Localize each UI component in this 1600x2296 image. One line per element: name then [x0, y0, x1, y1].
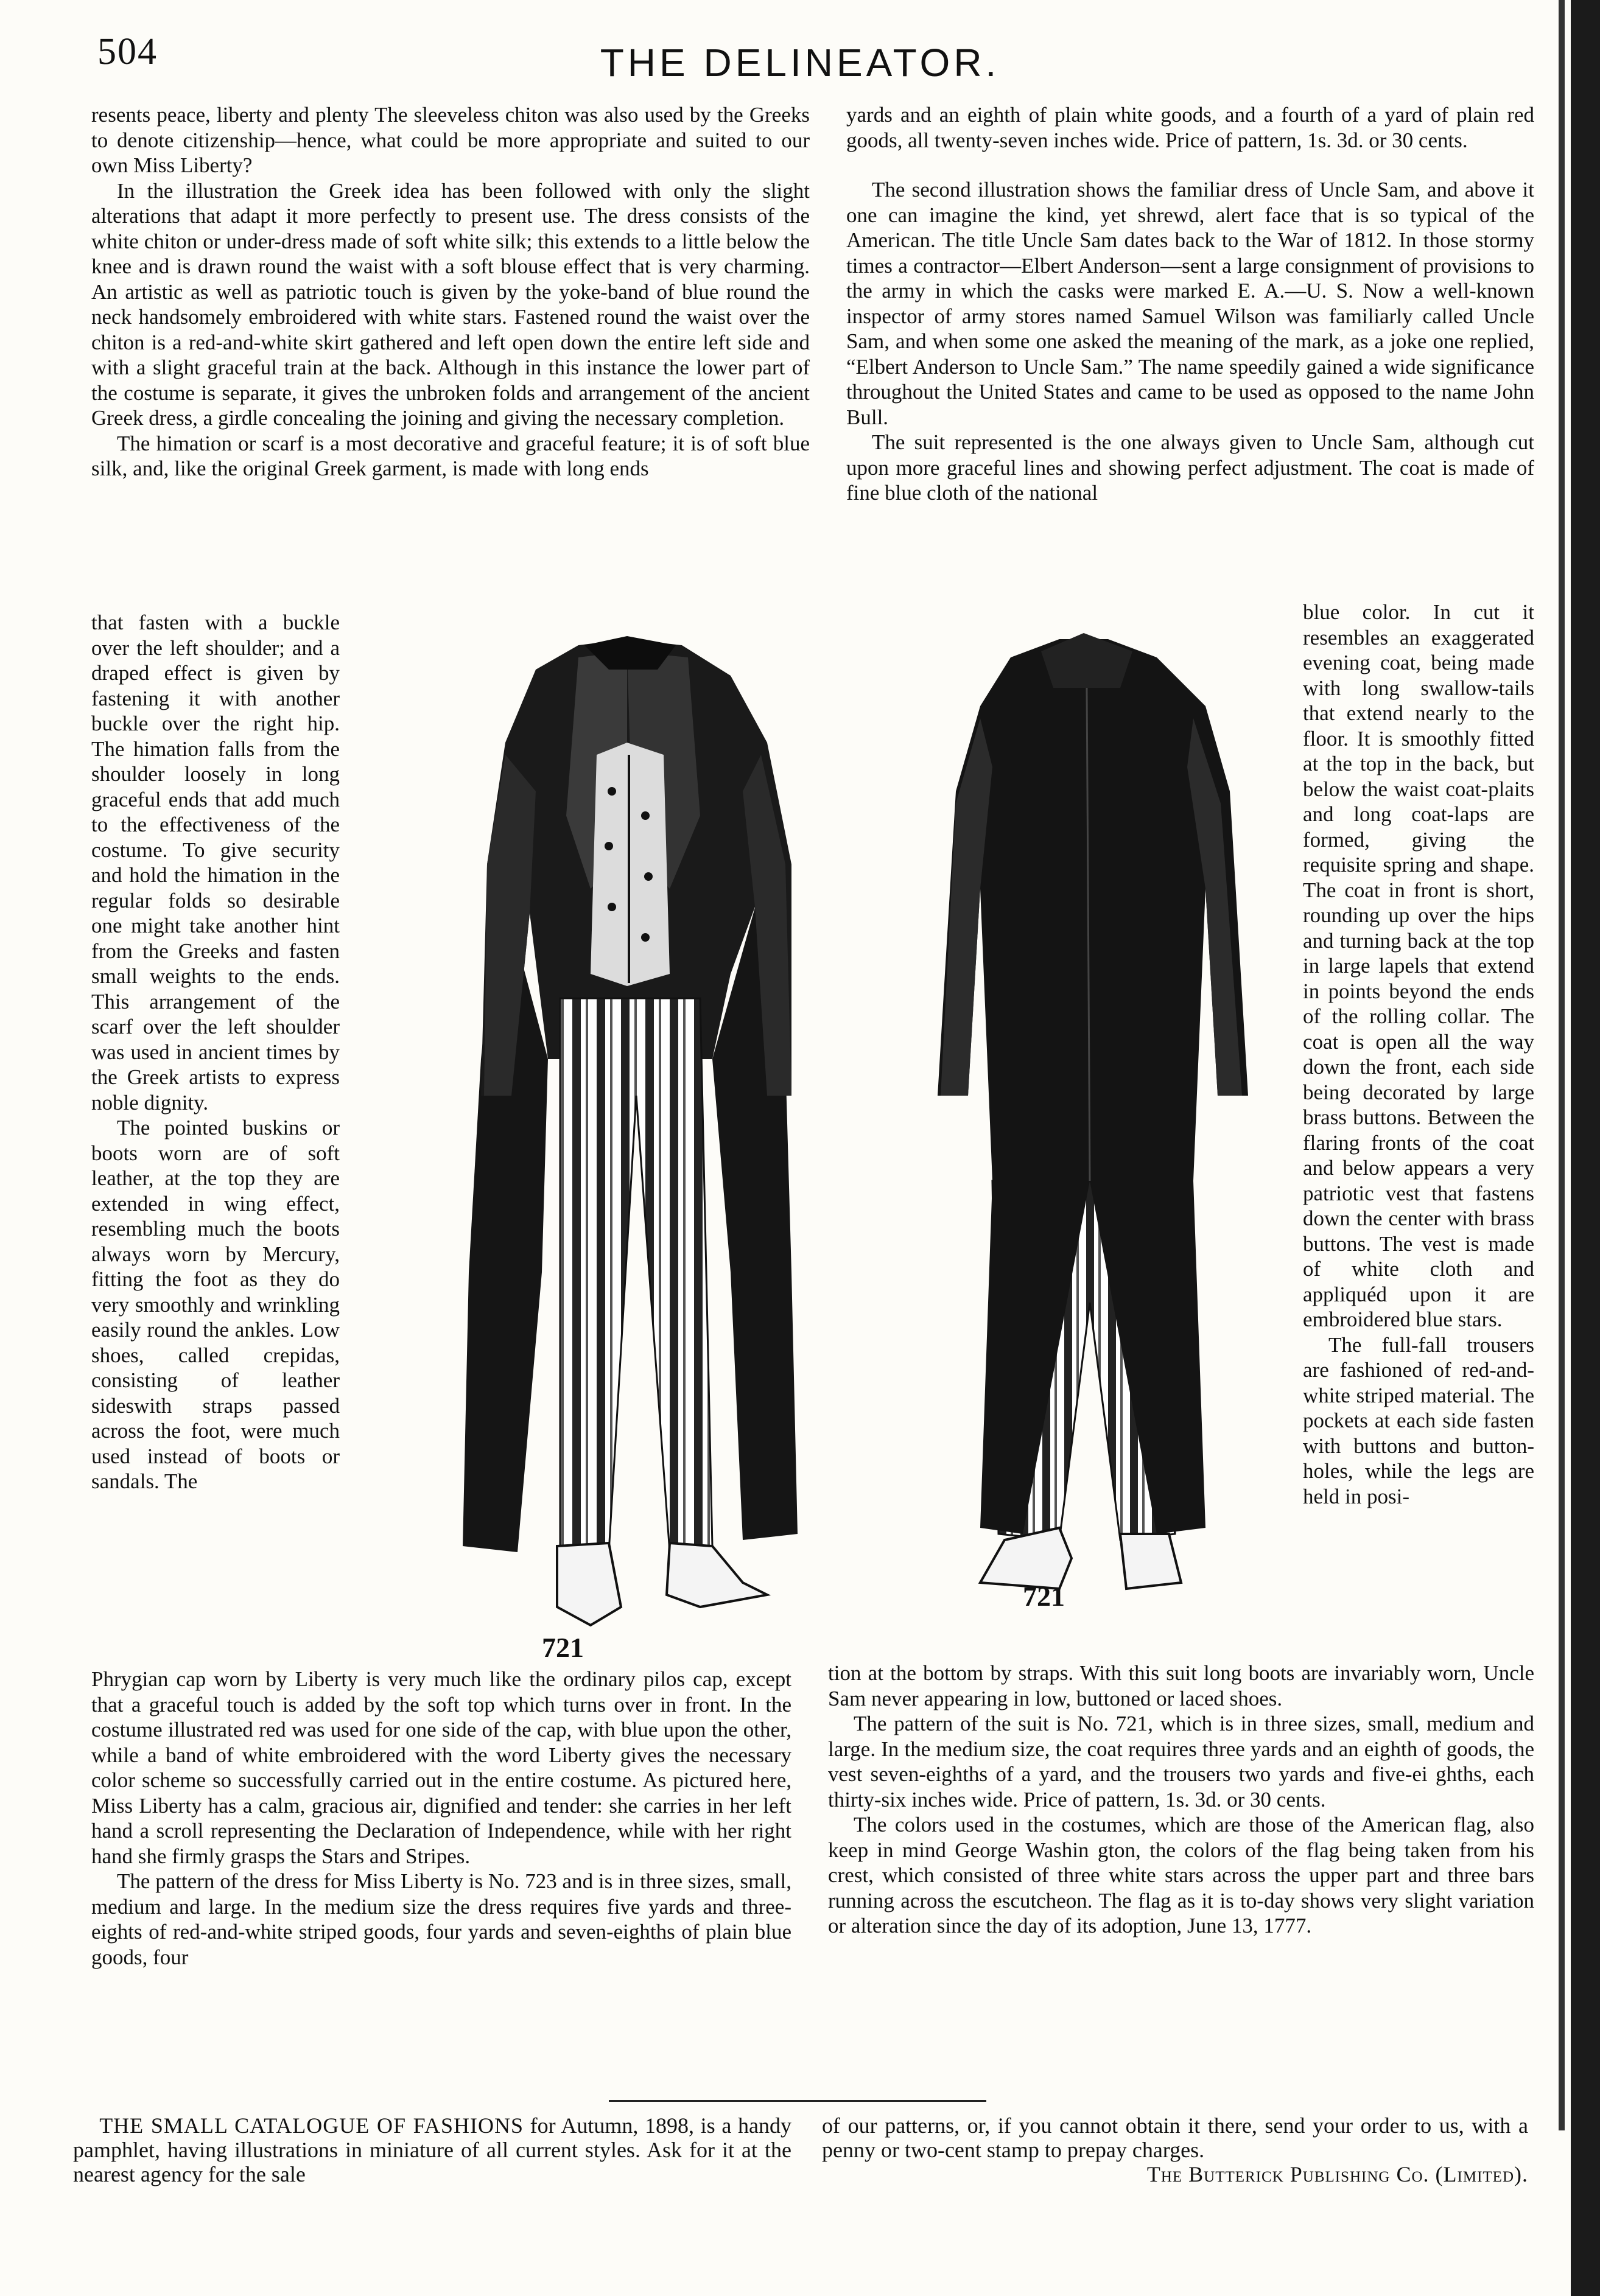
catalogue-title: THE SMALL CATALOGUE OF FASHIONS — [99, 2113, 524, 2138]
left-column-top — [91, 102, 810, 481]
page-number: 504 — [97, 31, 158, 72]
left-column-narrow — [91, 610, 340, 1494]
left-paragraph-2: In the illustration the Greek idea has been followed with only the slight alterations that adapt it more perfectly to present use. The dress consists of the white chiton or under-dress made of soft white silk; this extends to a little below the knee and is drawn round the waist with a soft blouse effect that is very charming. An artistic as well as patriotic touch is given by the yoke-band of blue round the neck handsomely embroidered with white stars. Fastened round the waist over the chiton is a red-and-white skirt gathered and left open down the entire left side and with a slight graceful train at the back. Although in this instance the lower part of the costume is separate, it gives the unbroken folds and arrangement of the ancient Greek dress, a girdle concealing the joining and giving the necessary completion. — [91, 178, 810, 430]
footer-rule — [609, 2100, 986, 2102]
footer-left — [73, 2113, 791, 2186]
uncle-sam-suit-back-illustration — [889, 633, 1303, 1607]
catalogue-notice — [73, 2113, 791, 2186]
left-column-bottom — [91, 1667, 791, 1970]
uncle-sam-suit-front-illustration — [426, 633, 840, 1631]
left-paragraph-1: resents peace, liberty and plenty The sleeveless chiton was also used by the Greeks to denote citizenship—hence, what could be more appropriate and suited to our own Miss Liberty? — [91, 103, 810, 177]
left-paragraph-5: The pattern of the dress for Miss Liberty is No. 723 and is in three sizes, small, medium and large. In the medium size the dress requires five yards and three-eights of red-and-white striped goods, four yards and seven-eighths of plain blue goods, four — [91, 1869, 791, 1969]
running-head: THE DELINEATOR. — [600, 41, 1000, 85]
page-edge-line — [1559, 0, 1565, 2130]
right-column-bottom — [828, 1661, 1534, 1939]
right-narrow-paragraph-1: blue color. In cut it resembles an exaggerated evening coat, being made with long swallow-tails that extend nearly to the floor. It is smoothly fitted at the top in the back, but below the waist coat-plaits and long coat-laps are formed, giving the requisite spring and shape. The coat in front is short, rounding up over the hips and turning back at the top in large lapels that extend in points beyond the ends of the rolling collar. The coat is open all the way down the front, each side being decorated by large brass buttons. Between the flaring fronts of the coat and below appears a very patriotic vest that fastens down the center with brass buttons. The vest is made of white cloth and appliquéd upon it are embroidered blue stars. — [1303, 600, 1534, 1331]
figure-front-label: 721 — [542, 1632, 584, 1663]
right-paragraph-1: yards and an eighth of plain white goods, and a fourth of a yard of plain red goods, all twenty-seven inches wide. Price of pattern, 1s. 3d. or 30 cents. — [846, 103, 1534, 152]
page-edge-shadow — [1571, 0, 1600, 2296]
right-paragraph-4: tion at the bottom by straps. With this suit long boots are invariably worn, Uncle Sam never appearing in low, buttoned or laced shoes. — [828, 1661, 1534, 1710]
right-paragraph-6: The colors used in the costumes, which are those of the American flag, also keep in mind George Washin gton, the colors of the flag being taken from his crest, which consisted of three white stars across the upper part and three bars running across the escutcheon. The flag as it is to-day shows very slight variation or alteration since the day of its adoption, June 13, 1777. — [828, 1813, 1534, 1937]
footer-right — [822, 2113, 1528, 2186]
catalogue-notice-text: for Autumn, 1898, is a handy pamphlet, having illustrations in miniature of all current styles. Ask for it at the nearest agency for the sale — [73, 2113, 791, 2186]
right-paragraph-2: The second illustration shows the familiar dress of Uncle Sam, and above it one can imagine the kind, yet shrewd, alert face that is so typical of the American. The title Uncle Sam dates back to the War of 1812. In those stormy times a contractor—Elbert Anderson—sent a large consignment of provisions to the army in which the casks were marked E. A.—U. S. Now a well-known inspector of army stores named Samuel Wilson was familiarly called Uncle Sam, and when some one asked the meaning of the mark, as a joke one replied, “Elbert Anderson to Uncle Sam.” The name speedily gained a wide significance throughout the United States and came to be used as opposed to the name John Bull. — [846, 178, 1534, 429]
right-paragraph-3: The suit represented is the one always given to Uncle Sam, although cut upon more graceful lines and showing perfect adjustment. The coat is made of fine blue cloth of the national — [846, 430, 1534, 505]
right-column-narrow — [1303, 600, 1534, 1509]
right-narrow-paragraph-2: The full-fall trousers are fashioned of red-and-white striped material. The pockets at each side fasten with buttons and button-holes, while the legs are held in posi- — [1303, 1332, 1534, 1508]
figure-back-label: 721 — [1023, 1581, 1065, 1612]
left-narrow-paragraph-1: that fasten with a buckle over the left shoulder; and a draped effect is given by fastening it with another buckle over the right hip. The himation falls from the shoulder loosely in long graceful ends that add much to the effectiveness of the costume. To give security and hold the himation in the regular folds so desirable one might take another hint from the Greeks and fasten small weights to the ends. This arrangement of the scarf over the left shoulder was used in ancient times by the Greek artists to express noble dignity. — [91, 611, 340, 1115]
left-paragraph-3: The himation or scarf is a most decorative and graceful feature; it is of soft blue silk, and, like the original Greek garment, is made with long ends — [91, 431, 810, 480]
publisher-signature: The Butterick Publishing Co. (Limited). — [1146, 2162, 1528, 2186]
left-narrow-paragraph-2: The pointed buskins or boots worn are of soft leather, at the top they are extended in wing effect, resembling much the boots always worn by Mercury, fitting the foot as they do very smoothly and wrinkling easily round the ankles. Low shoes, called crepidas, consisting of leather sideswith straps passed across the foot, were much used instead of boots or sandals. The — [91, 1116, 340, 1493]
catalogue-notice-continued: of our patterns, or, if you cannot obtain it there, send your order to us, with a penny or two-cent stamp to prepay charges. — [822, 2113, 1528, 2162]
right-paragraph-5: The pattern of the suit is No. 721, which is in three sizes, small, medium and large. In the medium size, the coat requires three yards and an eighth of goods, the vest seven-eighths of a yard, and the trousers two yards and five-ei ghths, each thirty-six inches wide. Price of pattern, 1s. 3d. or 30 cents. — [828, 1712, 1534, 1811]
left-paragraph-4: Phrygian cap worn by Liberty is very much like the ordinary pilos cap, except that a graceful touch is added by the soft top which turns over in front. In the costume illustrated red was used for one side of the cap, with blue upon the other, while a band of white embroidered with the word Liberty gives the necessary color scheme so successfully carried out in the entire costume. As pictured here, Miss Liberty has a calm, gracious air, dignified and tender: she carries in her left hand a scroll representing the Declaration of Independence, while with her right hand she firmly grasps the Stars and Stripes. — [91, 1667, 791, 1868]
right-column-top — [846, 102, 1534, 506]
